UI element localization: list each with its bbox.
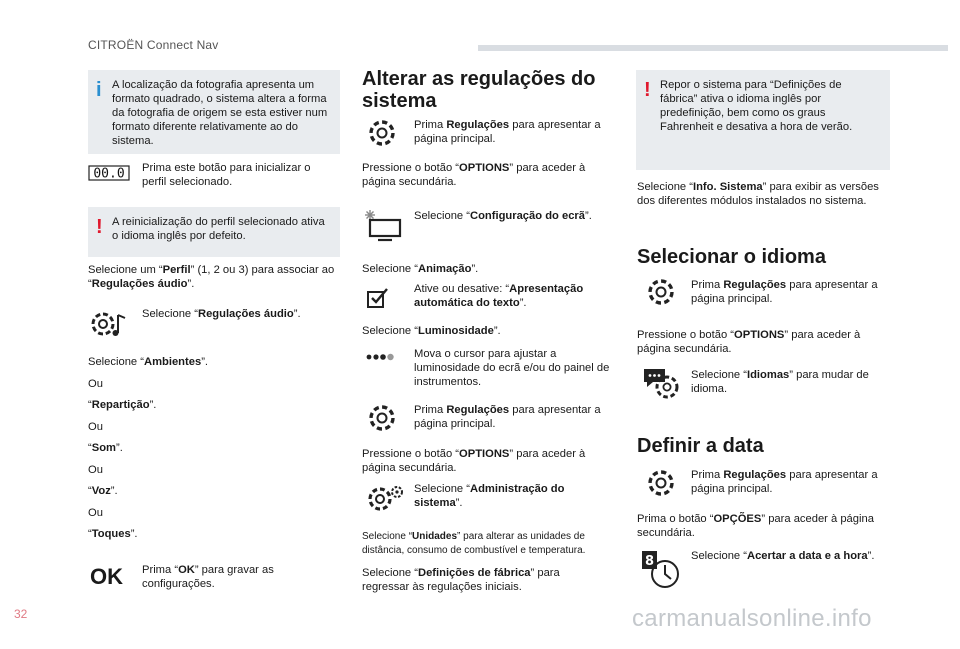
settings-gear-icon <box>367 403 397 433</box>
animacao-text: Selecione “Animação”. <box>362 263 479 275</box>
settings-gear-icon <box>646 468 676 498</box>
som-text: “Som”. <box>88 442 123 454</box>
system-admin-text: Selecione “Administração do sistema”. <box>414 483 565 509</box>
or-text: Ou <box>88 507 103 519</box>
system-admin-icon <box>366 484 404 514</box>
watermark: carmanualsonline.info <box>632 605 872 632</box>
ambientes-text: Selecione “Ambientes”. <box>88 356 209 368</box>
warning-icon: ! <box>96 216 103 238</box>
date-time-icon <box>641 550 683 592</box>
settings-gear-icon <box>367 118 397 148</box>
languages-text: Selecione “Idiomas” para mudar de idioma. <box>691 369 869 395</box>
section-heading-date: Definir a data <box>637 435 764 457</box>
settings-text-4: Prima Regulações para apresentar a página principal. <box>691 469 878 495</box>
warning-box-factory-text: Repor o sistema para “Definições de fábrica” ativa o idioma inglês por predefinição, bem como os graus Fahrenheit e desativa a hora de verão. <box>660 79 853 133</box>
units-text: Selecione “Unidades” para alterar as unidades de distância, consumo de combustível e temperatura. <box>362 531 586 556</box>
ok-text: Prima “OK” para gravar as configurações. <box>142 564 274 590</box>
info-box <box>88 70 340 154</box>
settings-text-1: Prima Regulações para apresentar a página principal. <box>414 119 601 145</box>
select-profile-text: Selecione um “Perfil” (1, 2 ou 3) para associar ao “Regulações áudio”. <box>88 264 335 290</box>
info-icon: i <box>96 79 102 101</box>
info-box-text: A localização da fotografia apresenta um formato quadrado, o sistema altera a forma da fotografia de origem se esta estiver num formato diferente relativamente ao do sistema. <box>112 79 328 147</box>
options-text-3: Pressione o botão “OPTIONS” para aceder à página secundária. <box>637 329 861 355</box>
brightness-cursor-text: Mova o cursor para ajustar a luminosidade do ecrã e/ou do painel de instrumentos. <box>414 348 610 388</box>
warning-box <box>88 207 340 257</box>
warning-icon: ! <box>644 79 651 101</box>
options-text-2: Pressione o botão “OPTIONS” para aceder à página secundária. <box>362 448 586 474</box>
opcoes-text: Prima o botão “OPÇÕES” para aceder à página secundária. <box>637 513 874 539</box>
factory-settings-text: Selecione “Definições de fábrica” para regressar às regulações iniciais. <box>362 567 560 593</box>
checkbox-icon <box>366 287 390 309</box>
set-date-time-text: Selecione “Acertar a data e a hora”. <box>691 550 875 562</box>
page-number: 32 <box>14 607 28 621</box>
reparticao-text: “Repartição”. <box>88 399 157 411</box>
settings-text-2: Prima Regulações para apresentar a página principal. <box>414 404 601 430</box>
ok-icon: OK <box>90 564 123 589</box>
settings-gear-icon <box>646 277 676 307</box>
settings-text-3: Prima Regulações para apresentar a página principal. <box>691 279 878 305</box>
screen-brightness-icon <box>364 208 404 242</box>
or-text: Ou <box>88 421 103 433</box>
voz-text: “Voz”. <box>88 485 118 497</box>
language-icon <box>641 365 681 401</box>
auto-text-toggle: Ative ou desative: “Apresentação automática do texto”. <box>414 283 584 309</box>
warning-box-factory <box>636 70 890 170</box>
audio-settings-icon <box>88 307 128 341</box>
info-system-text: Selecione “Info. Sistema” para exibir as versões dos diferentes módulos instalados no sistema. <box>637 181 879 207</box>
options-text-1: Pressione o botão “OPTIONS” para aceder à página secundária. <box>362 162 586 188</box>
or-text: Ou <box>88 464 103 476</box>
reset-text: Prima este botão para inicializar o perfil selecionado. <box>142 162 311 188</box>
reset-counter-label: 00.0 <box>93 166 125 181</box>
or-text: Ou <box>88 378 103 390</box>
section-heading-language: Selecionar o idioma <box>637 246 826 268</box>
toques-text: “Toques”. <box>88 528 138 540</box>
screen-config-text: Selecione “Configuração do ecrã”. <box>414 210 592 222</box>
header-title: CITROËN Connect Nav <box>88 38 219 52</box>
brightness-slider-icon <box>366 352 398 362</box>
calendar-day-label: 8 <box>644 554 655 569</box>
section-heading-system: Alterar as regulações do sistema <box>362 68 596 112</box>
luminosidade-text: Selecione “Luminosidade”. <box>362 325 501 337</box>
audio-settings-text: Selecione “Regulações áudio”. <box>142 308 301 320</box>
reset-counter-icon <box>88 165 130 181</box>
warning-box-text: A reinicialização do perfil selecionado ativa o idioma inglês por defeito. <box>112 216 325 242</box>
header-bar <box>478 45 948 51</box>
